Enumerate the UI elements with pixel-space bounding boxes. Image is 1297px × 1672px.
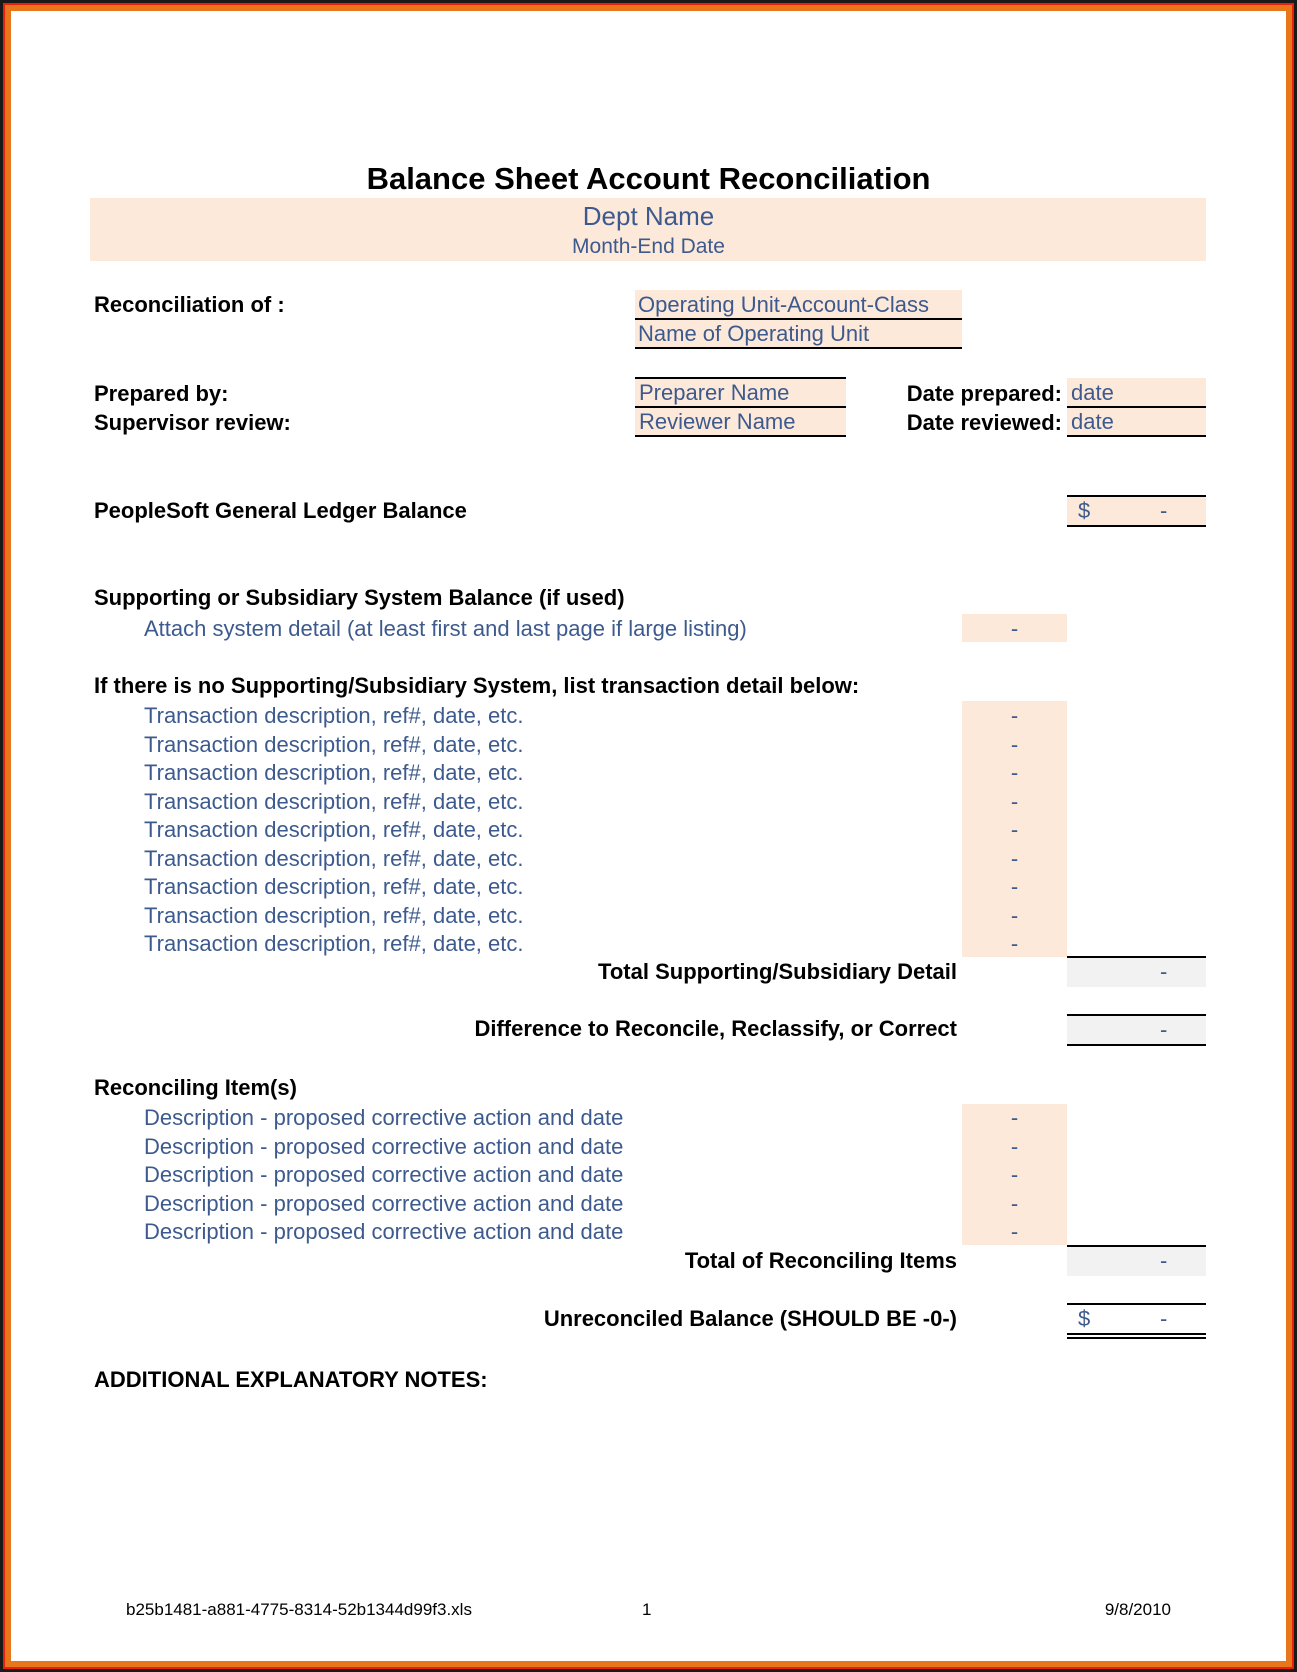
transaction-description[interactable]: Transaction description, ref#, date, etc. — [144, 788, 524, 814]
footer-filename: b25b1481-a881-4775-8314-52b1344d99f3.xls — [126, 1600, 472, 1619]
subsidiary-heading: Supporting or Subsidiary System Balance (if used) — [94, 585, 625, 610]
account-field[interactable]: Operating Unit-Account-Class — [638, 292, 930, 317]
reconciling-item-description[interactable]: Description - proposed corrective action and date — [144, 1162, 624, 1187]
footer-page: 1 — [642, 1600, 652, 1619]
notes-heading: ADDITIONAL EXPLANATORY NOTES: — [94, 1367, 488, 1392]
unreconciled-label: Unreconciled Balance (SHOULD BE -0-) — [543, 1306, 957, 1331]
transaction-value[interactable]: - — [1010, 874, 1019, 899]
transaction-value[interactable]: - — [1010, 931, 1019, 956]
transaction-value[interactable]: - — [1010, 788, 1019, 814]
transaction-value[interactable]: - — [1010, 902, 1019, 928]
gl-balance-value[interactable]: - — [1160, 498, 1168, 523]
month-end-date[interactable]: Month-End Date — [572, 235, 725, 258]
reconciling-item-value[interactable]: - — [1010, 1219, 1019, 1244]
gl-balance-currency: $ — [1078, 498, 1091, 523]
date-prepared-label: Date prepared: — [906, 381, 1062, 406]
total-reconciling-label: Total of Reconciling Items — [684, 1248, 957, 1273]
reconciling-item-value[interactable]: - — [1010, 1105, 1019, 1130]
transaction-description[interactable]: Transaction description, ref#, date, etc. — [144, 931, 524, 956]
dept-name[interactable]: Dept Name — [582, 201, 715, 231]
unreconciled-currency: $ — [1078, 1306, 1091, 1331]
transaction-description[interactable]: Transaction description, ref#, date, etc. — [144, 902, 524, 928]
total-supporting-label: Total Supporting/Subsidiary Detail — [598, 959, 957, 984]
gl-balance-label: PeopleSoft General Ledger Balance — [94, 498, 467, 523]
transaction-description[interactable]: Transaction description, ref#, date, etc. — [144, 703, 524, 728]
reconciling-items-heading: Reconciling Item(s) — [94, 1075, 297, 1100]
total-supporting-value: - — [1160, 959, 1168, 984]
transaction-description[interactable]: Transaction description, ref#, date, etc. — [144, 845, 524, 871]
date-reviewed-label: Date reviewed: — [906, 410, 1062, 435]
transaction-description[interactable]: Transaction description, ref#, date, etc. — [144, 874, 524, 899]
transaction-description[interactable]: Transaction description, ref#, date, etc. — [144, 817, 524, 842]
reconciling-item-value[interactable]: - — [1010, 1190, 1019, 1216]
date-prepared-field[interactable]: date — [1071, 380, 1114, 405]
reconciling-item-value[interactable]: - — [1010, 1133, 1019, 1159]
transaction-value[interactable]: - — [1010, 703, 1019, 728]
transactions-heading: If there is no Supporting/Subsidiary System, list transaction detail below: — [94, 673, 860, 698]
footer-date: 9/8/2010 — [1104, 1600, 1171, 1619]
reconciling-item-description[interactable]: Description - proposed corrective action and date — [144, 1219, 624, 1244]
transaction-value[interactable]: - — [1010, 760, 1019, 785]
reconciling-item-description[interactable]: Description - proposed corrective action and date — [144, 1105, 624, 1130]
total-reconciling-value: - — [1160, 1248, 1168, 1273]
reviewer-name-field[interactable]: Reviewer Name — [639, 409, 796, 434]
transaction-value[interactable]: - — [1010, 845, 1019, 871]
preparer-name-field[interactable]: Preparer Name — [639, 380, 790, 405]
unit-name-field[interactable]: Name of Operating Unit — [638, 321, 870, 346]
difference-value: - — [1160, 1017, 1168, 1042]
transaction-value[interactable]: - — [1010, 731, 1019, 757]
attach-detail-value[interactable]: - — [1010, 616, 1019, 641]
difference-label: Difference to Reconcile, Reclassify, or Correct — [474, 1016, 957, 1041]
reconciling-item-description[interactable]: Description - proposed corrective action and date — [144, 1133, 624, 1159]
unreconciled-value: - — [1160, 1306, 1168, 1331]
transaction-description[interactable]: Transaction description, ref#, date, etc. — [144, 731, 524, 757]
reconciling-item-description[interactable]: Description - proposed corrective action and date — [144, 1190, 624, 1216]
attach-detail-label: Attach system detail (at least first and last page if large listing) — [144, 616, 747, 641]
supervisor-review-label: Supervisor review: — [94, 410, 291, 435]
date-reviewed-field[interactable]: date — [1071, 409, 1114, 434]
prepared-by-label: Prepared by: — [94, 381, 229, 406]
transaction-value[interactable]: - — [1010, 817, 1019, 842]
page-title: Balance Sheet Account Reconciliation — [366, 161, 931, 196]
reconciling-item-value[interactable]: - — [1010, 1162, 1019, 1187]
reconciliation-of-label: Reconciliation of : — [94, 292, 285, 317]
transaction-description[interactable]: Transaction description, ref#, date, etc. — [144, 760, 524, 785]
